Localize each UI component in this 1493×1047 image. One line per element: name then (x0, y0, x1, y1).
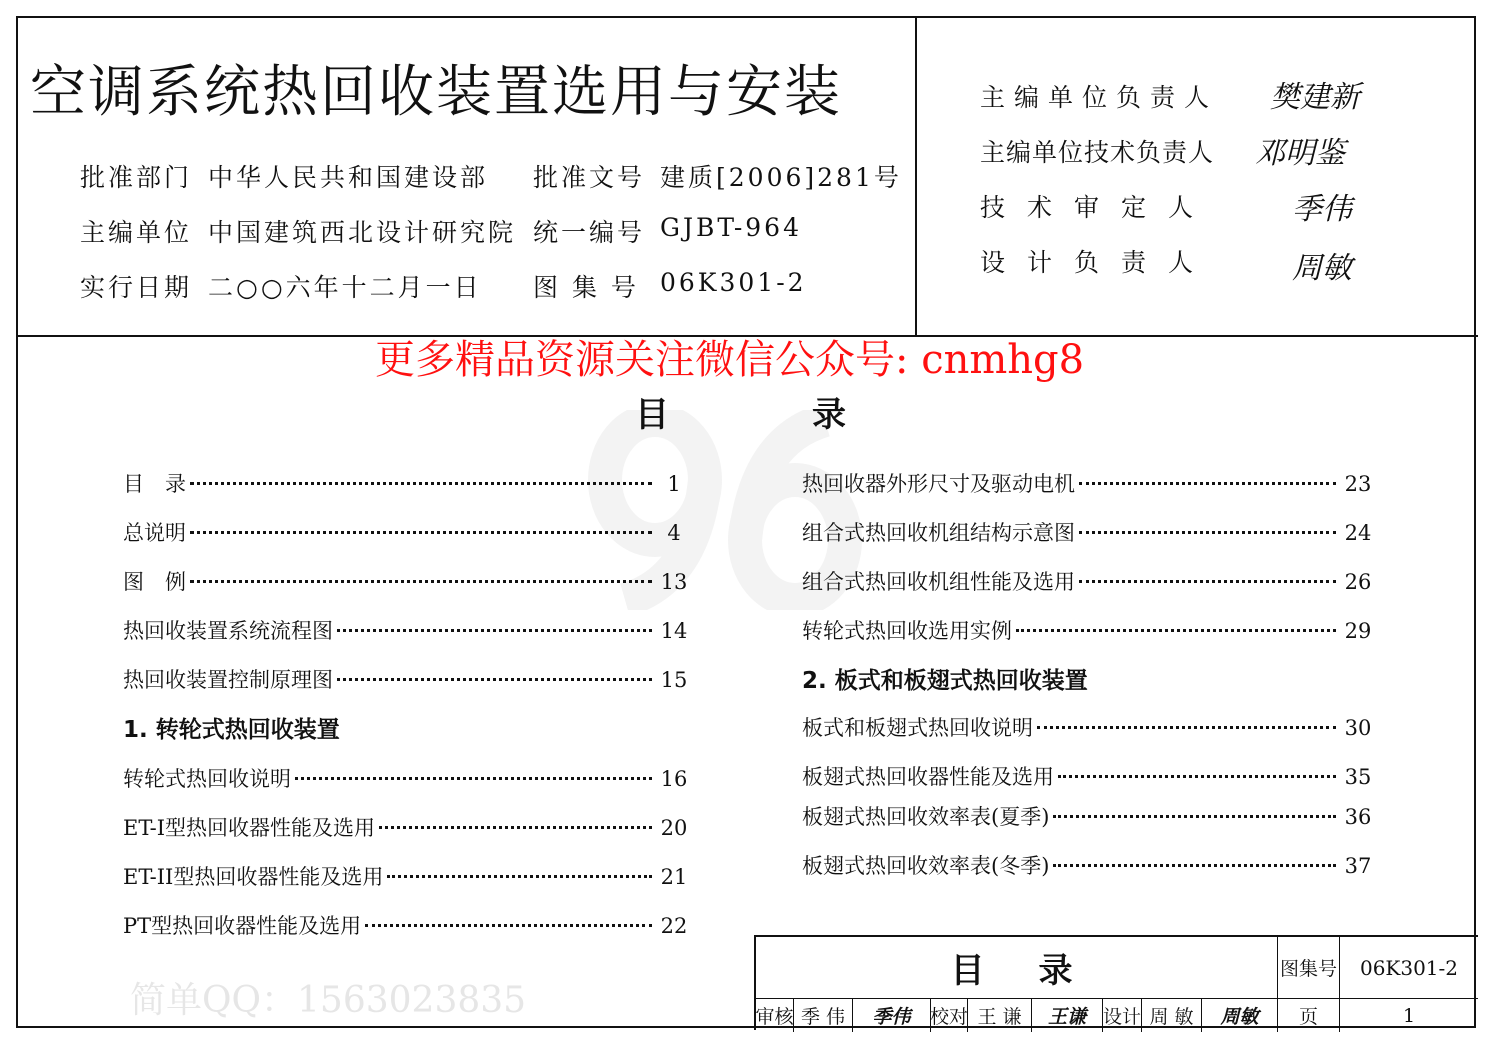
toc-entry-page: 21 (660, 865, 688, 889)
atlas-no-value: 06K301-2 (1340, 937, 1478, 999)
approval-dept-label: 批准部门 (80, 163, 193, 192)
signature: 樊建新 (1270, 80, 1360, 115)
toc-entry-page: 30 (1344, 716, 1372, 740)
leader-dots (365, 924, 652, 927)
design-label: 设计 (1103, 999, 1142, 1032)
leader-dots (295, 777, 652, 780)
toc-entry-label: ET-I型热回收器性能及选用 (123, 816, 376, 840)
toc-entry-page: 22 (660, 914, 688, 938)
toc-entry-label: 组合式热回收机组性能及选用 (802, 570, 1075, 594)
leader-dots (1079, 531, 1336, 534)
promo-watermark: 更多精品资源关注微信公众号: cnmhg8 (375, 337, 1085, 383)
leader-dots (1079, 580, 1336, 583)
page-label: 页 (1278, 999, 1340, 1032)
toc-entry-page: 26 (1344, 570, 1372, 594)
toc-entry[interactable] (802, 712, 1372, 761)
atlas-no-value: 06K301-2 (660, 268, 807, 297)
toc-entry[interactable] (802, 761, 1372, 801)
responsible-role: 技术审定人 (980, 193, 1216, 222)
toc-entry-page: 13 (660, 570, 688, 594)
faint-watermark: 简单QQ：1563023835 (130, 980, 527, 1021)
toc-entry[interactable] (123, 763, 688, 812)
toc-entry[interactable] (123, 812, 688, 861)
leader-dots (190, 531, 652, 534)
effective-date-value: 二○○六年十二月一日 (208, 273, 482, 302)
toc-entry[interactable] (123, 861, 688, 910)
toc-entry[interactable] (123, 468, 688, 517)
toc-left-column (123, 468, 688, 959)
toc-entry-label: 转轮式热回收选用实例 (802, 619, 1012, 643)
toc-entry[interactable] (802, 850, 1372, 899)
effective-date-label: 实行日期 (80, 273, 193, 302)
signature: 季伟 (1292, 192, 1352, 227)
toc-entry[interactable] (802, 801, 1372, 850)
toc-entry-label: 组合式热回收机组结构示意图 (802, 521, 1075, 545)
leader-dots (190, 482, 652, 485)
leader-dots (1016, 629, 1336, 632)
atlas-no-label: 图集号 (1278, 937, 1340, 999)
toc-entry-label: 图 例 (123, 570, 186, 594)
signature: 邓明鉴 (1255, 136, 1345, 171)
toc-entry[interactable] (123, 910, 688, 959)
toc-entry-page: 23 (1344, 472, 1372, 496)
toc-right-column (802, 468, 1372, 899)
toc-entry-label: 热回收器外形尺寸及驱动电机 (802, 472, 1075, 496)
leader-dots (337, 678, 652, 681)
toc-entry-page: 29 (1344, 619, 1372, 643)
toc-entry[interactable] (802, 468, 1372, 517)
toc-entry-page: 36 (1344, 805, 1372, 829)
toc-entry-page: 35 (1344, 765, 1372, 789)
toc-entry-page: 4 (667, 521, 681, 545)
chief-editor-value: 中国建筑西北设计研究院 (208, 218, 517, 247)
toc-entry[interactable] (802, 517, 1372, 566)
toc-entry[interactable] (123, 664, 688, 713)
review-name: 季 伟 (794, 999, 853, 1032)
toc-title-part2: 录 (812, 395, 846, 435)
toc-entry-label: 目 录 (123, 472, 186, 496)
toc-entry[interactable] (123, 517, 688, 566)
toc-entry-label: 总说明 (123, 521, 186, 545)
leader-dots (1053, 864, 1336, 867)
toc-entry-label: 板翅式热回收器性能及选用 (802, 765, 1054, 789)
toc-entry-page: 37 (1344, 854, 1372, 878)
toc-entry-label: 板翅式热回收效率表(冬季) (802, 854, 1050, 878)
leader-dots (337, 629, 652, 632)
toc-entry-page: 20 (660, 816, 688, 840)
toc-entry-label: 热回收装置系统流程图 (123, 619, 333, 643)
toc-entry[interactable] (123, 615, 688, 664)
sheet-title: 目 录 (756, 937, 1278, 999)
toc-entry-label: ET-II型热回收器性能及选用 (123, 865, 384, 889)
check-label: 校对 (931, 999, 968, 1032)
leader-dots (1058, 775, 1336, 778)
atlas-title: 空调系统热回收装置选用与安装 (30, 60, 842, 125)
design-name: 周 敏 (1142, 999, 1202, 1032)
approval-dept-value: 中华人民共和国建设部 (208, 163, 489, 192)
title-block (754, 935, 1478, 1030)
check-name: 王 谦 (968, 999, 1032, 1032)
leader-dots (1079, 482, 1336, 485)
leader-dots (190, 580, 652, 583)
header-vertical-divider (915, 16, 917, 336)
chief-editor-label: 主编单位 (80, 218, 193, 247)
toc-entry-label: PT型热回收器性能及选用 (123, 914, 362, 938)
leader-dots (1037, 726, 1336, 729)
approval-no-label: 批准文号 (533, 163, 646, 192)
review-label: 审核 (756, 999, 794, 1032)
toc-entry-label: 热回收装置控制原理图 (123, 668, 333, 692)
toc-entry-label: 板式和板翅式热回收说明 (802, 716, 1033, 740)
design-signature: 周敏 (1202, 999, 1278, 1032)
toc-entry[interactable] (802, 615, 1372, 664)
toc-entry[interactable] (802, 566, 1372, 615)
approval-no-value: 建质[2006]281号 (660, 163, 902, 192)
toc-title-part1: 目 (635, 395, 669, 435)
responsible-role: 主编单位负责人 (980, 83, 1219, 112)
toc-section-heading[interactable]: 1. 转轮式热回收装置 (123, 717, 340, 743)
signature: 周敏 (1292, 251, 1352, 286)
responsible-role: 设计负责人 (980, 248, 1216, 277)
unified-no-label: 统一编号 (533, 218, 646, 247)
toc-entry-page: 14 (660, 619, 688, 643)
toc-entry-label: 板翅式热回收效率表(夏季) (802, 805, 1050, 829)
toc-entry-page: 16 (660, 767, 688, 791)
page-number: 1 (1402, 1004, 1416, 1027)
leader-dots (387, 875, 652, 878)
toc-entry[interactable] (123, 566, 688, 615)
review-signature: 季伟 (853, 999, 931, 1032)
responsible-role: 主编单位技术负责人 (980, 138, 1215, 167)
toc-entry-page: 1 (667, 472, 681, 496)
check-signature: 王谦 (1032, 999, 1103, 1032)
toc-entry-label: 转轮式热回收说明 (123, 767, 291, 791)
toc-entry-page: 15 (660, 668, 688, 692)
toc-section-heading[interactable]: 2. 板式和板翅式热回收装置 (802, 668, 1088, 694)
leader-dots (1053, 815, 1336, 818)
unified-no-value: GJBT-964 (660, 213, 802, 242)
toc-entry-page: 24 (1344, 521, 1372, 545)
leader-dots (379, 826, 652, 829)
atlas-no-label: 图 集 号 (533, 273, 639, 302)
